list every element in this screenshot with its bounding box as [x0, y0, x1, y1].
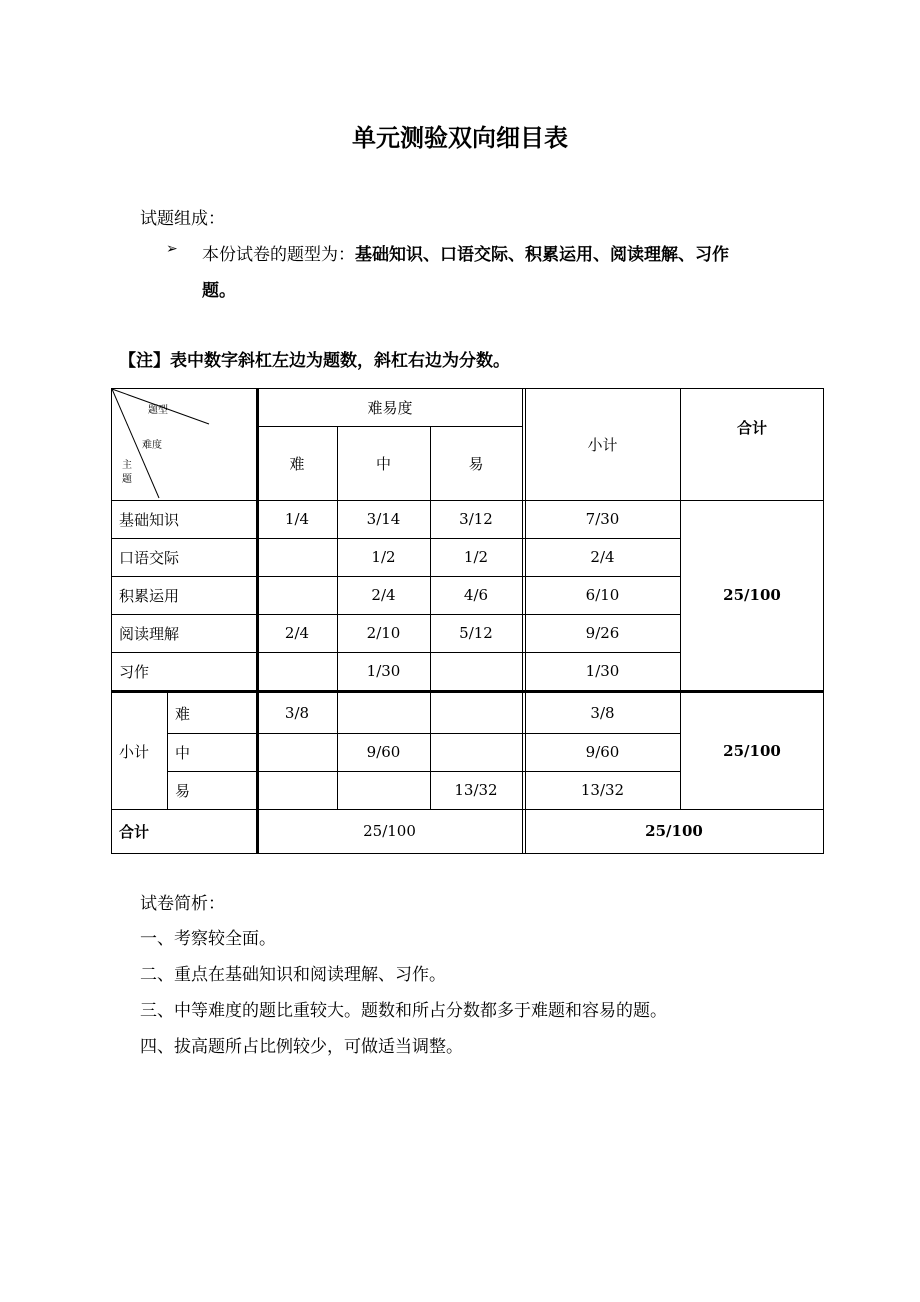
sub-row-subtotal: 13/32 [580, 781, 625, 799]
bullet-tail: 题。 [202, 281, 236, 301]
row-subtotal: 1/30 [585, 662, 620, 680]
sub-row-medium: 9/60 [366, 743, 401, 761]
sub-row-easy [430, 693, 522, 733]
sub-row-level: 难 [175, 704, 191, 723]
row-hard [257, 652, 337, 690]
header-total: 合计 [736, 418, 767, 437]
corner-topic-label-1: 主 [122, 460, 132, 471]
row-medium: 1/2 [371, 548, 396, 566]
row-topic: 口语交际 [119, 548, 180, 567]
analysis-item: 四、拔高题所占比例较少，可做适当调整。 [140, 1037, 463, 1057]
bullet-arrow-icon: ➢ [166, 241, 178, 257]
sub-row-hard: 3/8 [284, 704, 310, 722]
sub-row-subtotal: 9/60 [585, 743, 620, 761]
bullet-types: 基础知识、口语交际、积累运用、阅读理解、习作 [355, 245, 729, 265]
row-hard [257, 538, 337, 576]
header-easy: 易 [468, 454, 484, 473]
bullet-line-2 [202, 276, 236, 301]
row-subtotal: 6/10 [585, 586, 620, 604]
header-difficulty: 难易度 [367, 398, 413, 417]
row-subtotal: 7/30 [585, 510, 620, 528]
sub-row-medium [337, 771, 430, 809]
subtotal-label: 小计 [119, 742, 150, 761]
analysis-item: 一、考察较全面。 [140, 929, 276, 949]
row-topic: 习作 [119, 662, 150, 681]
row-subtotal: 2/4 [590, 548, 615, 566]
corner-type-label: 题型 [148, 405, 168, 416]
header-hard: 难 [289, 454, 305, 473]
corner-topic-label-2: 题 [122, 474, 132, 485]
row-topic: 积累运用 [119, 586, 180, 605]
row-topic: 阅读理解 [119, 624, 180, 643]
table-note: 【注】表中数字斜杠左边为题数，斜杠右边为分数。 [119, 351, 510, 371]
header-subtotal: 小计 [587, 435, 618, 454]
header-medium: 中 [375, 454, 391, 473]
analysis-item: 三、中等难度的题比重较大。题数和所占分数都多于难题和容易的题。 [140, 1001, 667, 1021]
footer-label: 合计 [119, 822, 150, 841]
row-medium: 2/10 [366, 624, 401, 642]
row-easy [430, 652, 522, 690]
footer-grand-total: 25/100 [645, 822, 703, 840]
row-easy: 1/2 [463, 548, 489, 566]
topic-total: 25/100 [723, 586, 781, 604]
bullet-line-1 [202, 240, 729, 265]
double-entry-table [111, 388, 824, 854]
sub-row-level: 易 [175, 781, 191, 800]
sub-row-medium [337, 693, 430, 733]
sub-row-easy: 13/32 [454, 781, 498, 799]
row-medium: 3/14 [366, 510, 401, 528]
sub-total: 25/100 [723, 742, 781, 760]
sub-row-easy [430, 733, 522, 771]
row-easy: 4/6 [463, 586, 489, 604]
row-medium: 2/4 [371, 586, 396, 604]
sub-row-level: 中 [175, 743, 191, 762]
analysis-item: 二、重点在基础知识和阅读理解、习作。 [140, 965, 446, 985]
corner-difficulty-label: 难度 [142, 440, 162, 451]
row-hard: 2/4 [284, 624, 310, 642]
sub-row-hard [257, 771, 337, 809]
row-topic: 基础知识 [119, 510, 180, 529]
row-hard: 1/4 [284, 510, 310, 528]
page-title: 单元测验双向细目表 [352, 124, 568, 152]
row-easy: 3/12 [459, 510, 493, 528]
bullet-lead: 本份试卷的题型为： [202, 245, 355, 265]
row-easy: 5/12 [459, 624, 493, 642]
composition-heading: 试题组成： [140, 209, 225, 229]
sub-row-subtotal: 3/8 [590, 704, 615, 722]
footer-difficulty-total: 25/100 [363, 822, 416, 840]
row-hard [257, 576, 337, 614]
sub-row-hard [257, 733, 337, 771]
corner-diagonal-lines [111, 388, 257, 501]
row-subtotal: 9/26 [585, 624, 620, 642]
analysis-heading: 试卷简析： [140, 894, 225, 914]
row-medium: 1/30 [366, 662, 401, 680]
